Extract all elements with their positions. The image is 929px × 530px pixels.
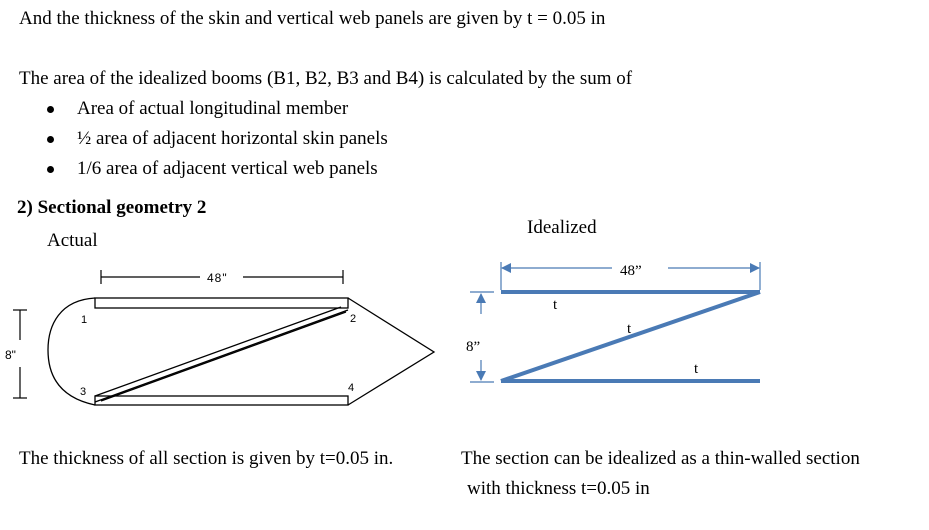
actual-top-skin: [95, 298, 348, 308]
boom-area-line: The area of the idealized booms (B1, B2, B3 and B4) is calculated by the sum of: [19, 68, 633, 89]
actual-trailing-edge: [348, 298, 434, 405]
caption-right-line-2: with thickness t=0.05 in: [467, 478, 650, 499]
idealized-thickness-label-web: t: [627, 321, 632, 337]
actual-height-label: 8": [5, 348, 16, 362]
actual-diagonal-web: [95, 307, 348, 402]
idealized-height-dimension: [470, 292, 494, 382]
actual-node-label-1: 1: [81, 314, 88, 326]
idealized-thickness-label-top: t: [553, 297, 558, 313]
section-heading: 2) Sectional geometry 2: [17, 197, 207, 218]
actual-label: Actual: [47, 230, 98, 251]
idealized-label: Idealized: [527, 217, 597, 238]
idealized-section-figure: [466, 262, 760, 382]
actual-node-label-4: 4: [348, 382, 355, 394]
idealized-height-label: 8”: [466, 339, 481, 355]
actual-bottom-skin: [95, 396, 348, 405]
actual-node-label-2: 2: [350, 313, 357, 325]
bullet-item-2: ½ area of adjacent horizontal skin panels: [77, 128, 388, 149]
caption-right-line-1: The section can be idealized as a thin-walled section: [461, 448, 860, 469]
caption-left: The thickness of all section is given by t=0.05 in.: [19, 448, 394, 469]
idealized-width-label: 48”: [620, 263, 642, 279]
actual-leading-edge: [48, 298, 95, 405]
actual-section-figure: [5, 270, 434, 405]
idealized-thickness-label-bottom: t: [694, 361, 699, 377]
intro-line: And the thickness of the skin and vertical web panels are given by t = 0.05 in: [19, 8, 606, 29]
bullet-item-1: Area of actual longitudinal member: [77, 98, 349, 119]
actual-width-label: 48": [207, 271, 228, 285]
actual-node-label-3: 3: [80, 386, 87, 398]
bullet-item-3: 1/6 area of adjacent vertical web panels: [77, 158, 378, 179]
